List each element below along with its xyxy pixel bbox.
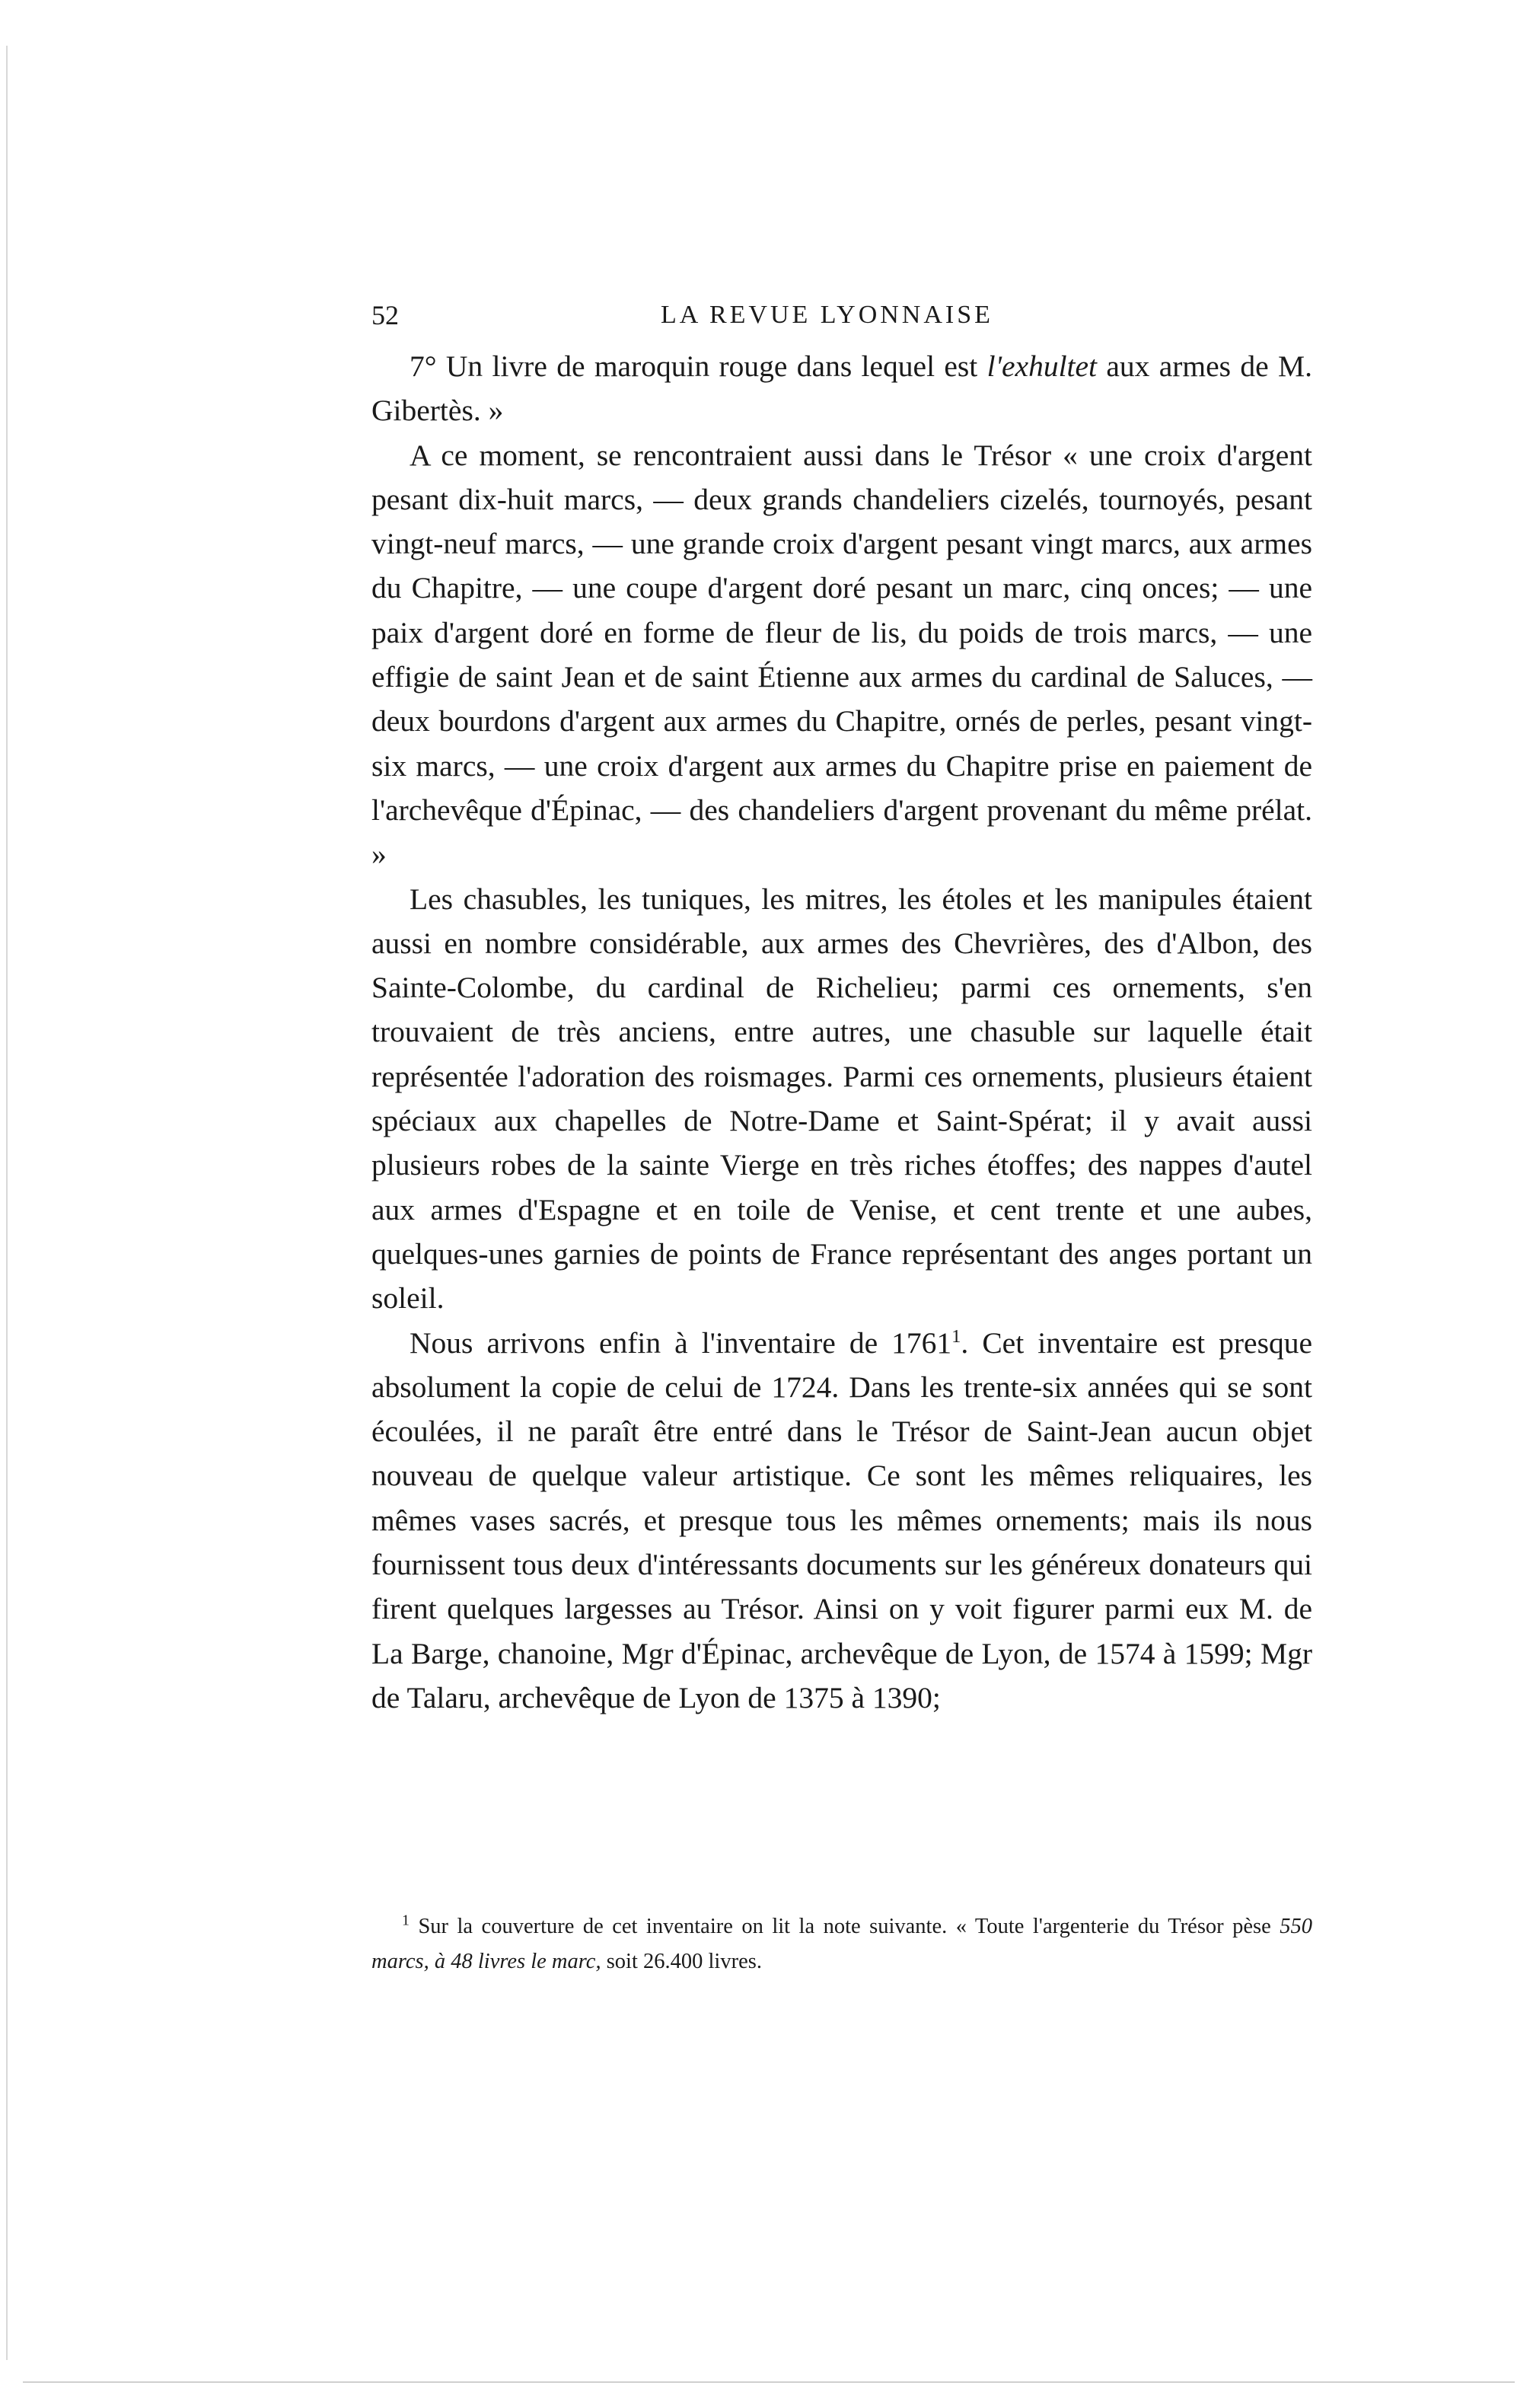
footnote-marker: 1 [402,1912,410,1929]
footnote-reference: 1 [951,1325,961,1347]
paragraph-4-text-a: Nous arrivons enfin à l'inventaire de 1761 [410,1325,952,1360]
body-text [371,344,1312,1720]
paragraph-2: A ce moment, se rencontraient aussi dans le Trésor « une croix d'argent pesant dix-huit marcs, — deux grands chandeliers cizelés, tournoyés, pesant vingt-neuf marcs, — une grande croix d'argent pesant vingt marcs, aux armes du Chapitre, — une coupe d'argent doré pesant un marc, cinq onces; — une paix d'argent doré en forme de fleur de lis, du poids de trois marcs, — une effigie de saint Jean et de saint Étienne aux armes du cardinal de Saluces, — deux bourdons d'argent aux armes du Chapitre, ornés de perles, pesant vingt-six marcs, — une croix d'argent aux armes du Chapitre prise en paiement de l'archevêque d'Épinac, — des chandeliers d'argent provenant du même prélat. » [371,438,1312,872]
footnote-1 [371,1909,1312,1979]
paragraph-1-text-a: 7° Un livre de maroquin rouge dans lequel est [410,349,987,383]
paragraph-1-text-b: aux armes de M. Gibertès. » [371,349,1312,428]
footnotes [371,1909,1312,1979]
paragraph-4 [371,1321,1312,1721]
page-edge-bottom [23,2381,1515,2383]
footnote-italic: 550 marcs, à 48 livres le marc, [371,1915,1312,1973]
page-number: 52 [371,300,399,330]
paragraph-1 [371,344,1312,433]
running-title: LA REVUE LYONNAISE [661,301,993,329]
paragraph-1-italic: l'exhultet [986,349,1098,383]
footnote-text-b: soit 26.400 livres. [601,1950,762,1973]
footnote-text-a: Sur la couverture de cet inventaire on lit la note suivante. « Toute l'argenterie du Trésor pèse [409,1915,1280,1938]
page-header [371,292,1312,338]
paragraph-4-text-b: . Cet inventaire est presque absolument la copie de celui de 1724. Dans les trente-six années qui se sont écoulées, il ne paraît être entré dans le Trésor de Saint-Jean aucun objet nouveau de quelque valeur artistique. Ce sont les mêmes reliquaires, les mêmes vases sacrés, et presque tous les mêmes ornements; mais ils nous fournissent tous deux d'intéressants documents sur les généreux donateurs qui firent quelques largesses au Trésor. Ainsi on y voit figurer parmi eux M. de La Barge, chanoine, Mgr d'Épinac, archevêque de Lyon, de 1574 à 1599; Mgr de Talaru, archevêque de Lyon de 1375 à 1390; [371,1325,1312,1714]
page-edge-left [6,46,8,2360]
paragraph-3: Les chasubles, les tuniques, les mitres, les étoles et les manipules étaient aussi en nombre considérable, aux armes des Chevrières, des d'Albon, des Sainte-Colombe, du cardinal de Richelieu; parmi ces ornements, s'en trouvaient de très anciens, entre autres, une chasuble sur laquelle était représentée l'adoration des roismages. Parmi ces ornements, plusieurs étaient spéciaux aux chapelles de Notre-Dame et Saint-Spérat; il y avait aussi plusieurs robes de la sainte Vierge en très riches étoffes; des nappes d'autel aux armes d'Espagne et en toile de Venise, et cent trente et une aubes, quelques-unes garnies de points de France représentant des anges portant un soleil. [371,882,1312,1316]
